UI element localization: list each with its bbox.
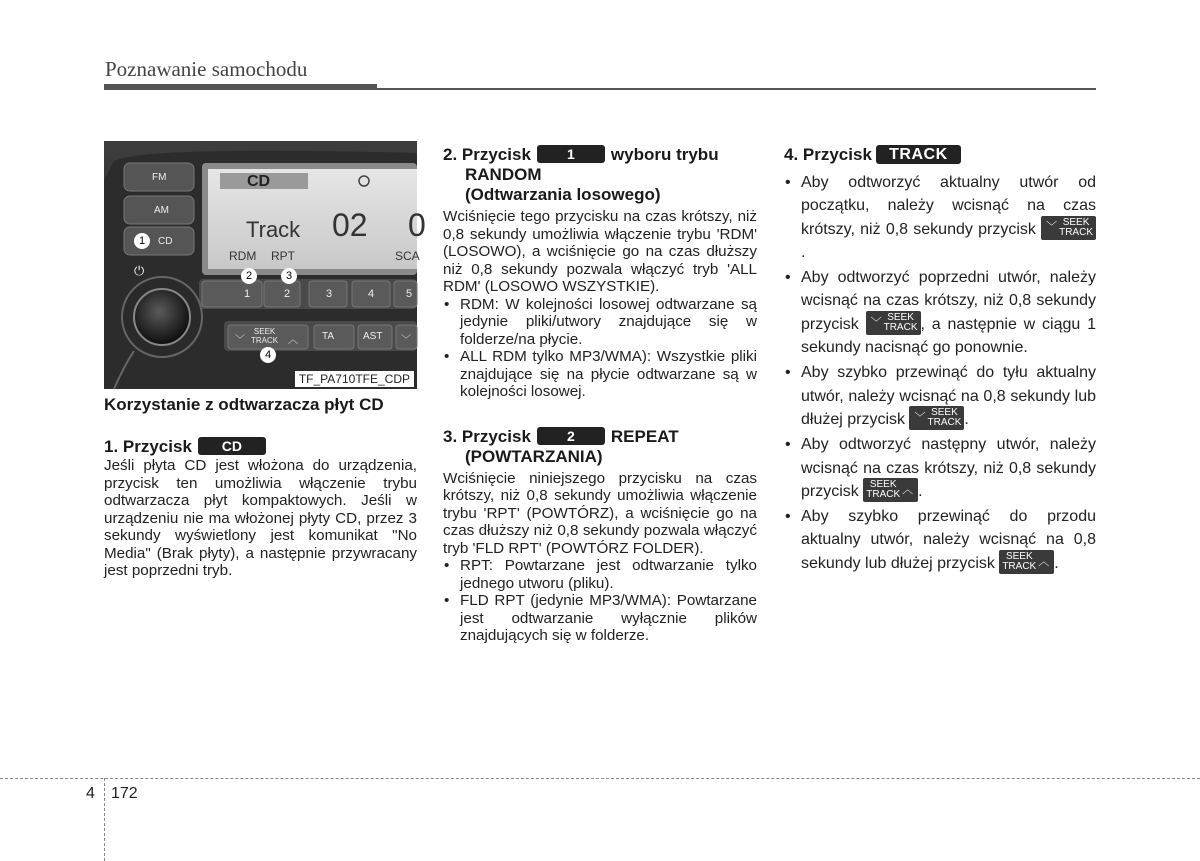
section-4-title-pre: 4. Przycisk xyxy=(784,145,872,164)
section-3-title xyxy=(443,427,757,447)
scroll-down-icon: ﹀ xyxy=(401,335,411,346)
chevron-up-icon: ︿ xyxy=(902,483,914,496)
bullet-tail: . xyxy=(964,410,969,428)
list-item: • RPT: Powtarzane jest odtwarzanie tylko jednego utworu (pliku). xyxy=(443,557,757,592)
bullet-tail: . xyxy=(801,243,806,261)
section-1-title-text: 1. Przycisk xyxy=(104,437,192,456)
seek-label: SEEK xyxy=(869,479,897,491)
page-title: Poznawanie samochodu xyxy=(105,57,308,81)
figure-caption: TF_PA710TFE_CDP xyxy=(295,371,414,387)
seek-track-down-button xyxy=(909,406,964,430)
chevron-down-icon: ﹀ xyxy=(1046,221,1058,234)
seek-track-up-button xyxy=(863,478,918,502)
chevron-down-icon: ﹀ xyxy=(870,316,882,329)
section-2-bullets xyxy=(443,296,757,401)
preset-3-label: 3 xyxy=(326,288,333,300)
page-number: 172 xyxy=(111,785,138,802)
section-1-body: Jeśli płyta CD jest włożona do urządzenia, przycisk ten umożliwia włączenie trybu odtwarzacza płyt kompaktowych. Jeśli w urządzeniu nie ma włożonej płyty CD, przez 3 sekundy wyświetlony jest komunikat "No Media" (Brak płyty), a następnie przywracany jest poprzedni tryb. xyxy=(104,457,417,579)
section-3-title-post: REPEAT xyxy=(610,426,679,446)
bullet-text: Aby odtworzyć następny utwór, należy wcisnąć na czas krótszy, niż 0,8 sekundy przycisk xyxy=(801,436,1096,500)
display-indicator-sca: SCA xyxy=(395,249,420,263)
list-item xyxy=(784,361,1096,431)
cd-button-label: CD xyxy=(158,236,173,247)
list-item xyxy=(784,266,1096,359)
callout-1: 1 xyxy=(134,233,150,249)
seek-down-icon: ﹀ xyxy=(235,335,245,346)
ast-button-label: AST xyxy=(363,331,383,342)
ta-button-label: TA xyxy=(322,331,335,342)
chevron-down-icon: ﹀ xyxy=(914,411,926,424)
section-4-title xyxy=(784,145,1096,165)
preset-1-label: 1 xyxy=(244,288,251,300)
preset-4-label: 4 xyxy=(368,288,375,300)
cd-button-pill: CD xyxy=(198,437,266,455)
bullet-tail: , a następnie w ciągu 1 sekundy nacisnąć go ponownie. xyxy=(801,315,1096,357)
header-rule-thick xyxy=(104,84,377,90)
section-4-bullets xyxy=(784,171,1096,575)
cd-player-figure xyxy=(104,141,426,389)
track-button-pill: TRACK xyxy=(876,145,961,164)
section-heading-cd-player: Korzystanie z odtwarzacza płyt CD xyxy=(104,395,384,414)
list-item xyxy=(784,171,1096,264)
figure-seek-label xyxy=(251,327,278,345)
display-indicator-rpt: RPT xyxy=(271,249,295,263)
figure-seek-line2: TRACK xyxy=(251,336,279,345)
header-rule-thin xyxy=(377,88,1096,90)
seek-label: SEEK xyxy=(887,312,914,324)
track-label: TRACK xyxy=(927,417,962,429)
preset-2-label: 2 xyxy=(284,288,291,300)
column-1 xyxy=(104,395,417,580)
column-3 xyxy=(784,145,1096,577)
seek-label: SEEK xyxy=(1062,216,1090,228)
list-item: • RDM: W kolejności losowej odtwarzane są jedynie pliki/utwory znajdujące się w folderze/na płycie. xyxy=(443,296,757,349)
chevron-up-icon: ︿ xyxy=(1038,555,1050,568)
section-3-bullets xyxy=(443,557,757,645)
seek-track-down-button xyxy=(866,311,921,335)
list-item xyxy=(784,433,1096,503)
section-3-body: Wciśnięcie niniejszego przycisku na czas krótszy, niż 0,8 sekundy umożliwia włączenie trybu 'RPT' (POWTÓRZ), a wciśnięcie go na czas dłuższy niż 0,8 sekundy pozwala włączyć tryb 'FLD RPT' (POWTÓRZ FOLDER). xyxy=(443,469,757,557)
seek-track-up-button xyxy=(999,550,1054,574)
column-2 xyxy=(443,145,757,645)
list-item: • FLD RPT (jedynie MP3/WMA): Powtarzane jest odtwarzanie wyłącznie plików znajdujących się w folderze. xyxy=(443,592,757,645)
callout-2: 2 xyxy=(241,268,257,284)
footer-rule xyxy=(0,778,1200,779)
section-2-title-line3: (Odtwarzania losowego) xyxy=(465,185,661,204)
list-item: • ALL RDM tylko MP3/WMA): Wszystkie pliki znajdujące się na płycie odtwarzane są w kolejności losowej. xyxy=(443,348,757,401)
button-1-pill: 1 xyxy=(537,145,605,163)
section-3-title-pre: 3. Przycisk xyxy=(443,426,531,446)
footer-vertical-rule xyxy=(104,778,105,861)
display-track-digit-cut: 0 xyxy=(408,207,426,243)
bullet-tail: . xyxy=(1054,554,1059,572)
seek-up-icon: ︿ xyxy=(288,335,298,346)
preset-5-label: 5 xyxy=(406,288,413,300)
display-track-label: Track xyxy=(246,217,301,242)
display-mode: CD xyxy=(247,173,271,190)
section-2-title-line2: RANDOM xyxy=(465,165,542,184)
section-2-title xyxy=(443,145,757,165)
list-item xyxy=(784,505,1096,575)
seek-label: SEEK xyxy=(931,407,958,419)
bullet-text: Aby szybko przewinąć do tyłu aktualny utwór, należy wcisnąć na 0,8 sekundy lub dłużej przycisk xyxy=(801,364,1096,428)
track-label: TRACK xyxy=(883,322,918,334)
section-3-title-line2: (POWTARZANIA) xyxy=(465,446,603,466)
track-label: TRACK xyxy=(1002,561,1037,573)
bullet-tail: . xyxy=(918,482,923,500)
fm-button-label: FM xyxy=(152,172,167,183)
seek-label: SEEK xyxy=(1005,551,1033,563)
display-track-number: 02 xyxy=(332,207,368,243)
section-2-title-post: wyboru trybu xyxy=(610,145,719,164)
track-label: TRACK xyxy=(1059,226,1093,238)
section-1-title xyxy=(104,437,417,457)
track-label: TRACK xyxy=(866,489,901,501)
section-2-body: Wciśnięcie tego przycisku na czas krótszy, niż 0,8 sekundy umożliwia włączenie trybu 'RDM' (LOSOWO), a wciśnięcie go na czas dłuższy niż 0,8 sekundy pozwala włączyć tryb 'ALL RDM' (LOSOWO WSZYSTKIE). xyxy=(443,208,757,295)
bullet-text: Aby odtworzyć aktualny utwór od początku, należy wcisnąć na czas krótszy, niż 0,8 sekundy przycisk xyxy=(801,174,1096,238)
figure-seek-line1: SEEK xyxy=(253,327,276,336)
callout-3: 3 xyxy=(281,268,297,284)
seek-track-down-button xyxy=(1041,216,1096,240)
chapter-number: 4 xyxy=(86,785,95,802)
callout-4: 4 xyxy=(260,347,276,363)
bullet-text: Aby odtworzyć poprzedni utwór, należy wcisnąć na czas krótszy, niż 0,8 sekundy przycisk xyxy=(801,269,1096,333)
display-indicator-rdm: RDM xyxy=(229,249,257,263)
am-button-label: AM xyxy=(154,205,169,216)
bullet-text: Aby szybko przewinąć do przodu aktualny utwór, należy wcisnąć na 0,8 sekundy lub dłużej przycisk xyxy=(801,508,1096,572)
button-2-pill: 2 xyxy=(537,427,605,445)
section-2-title-pre: 2. Przycisk xyxy=(443,145,531,164)
power-icon: ⏻ xyxy=(134,263,145,278)
